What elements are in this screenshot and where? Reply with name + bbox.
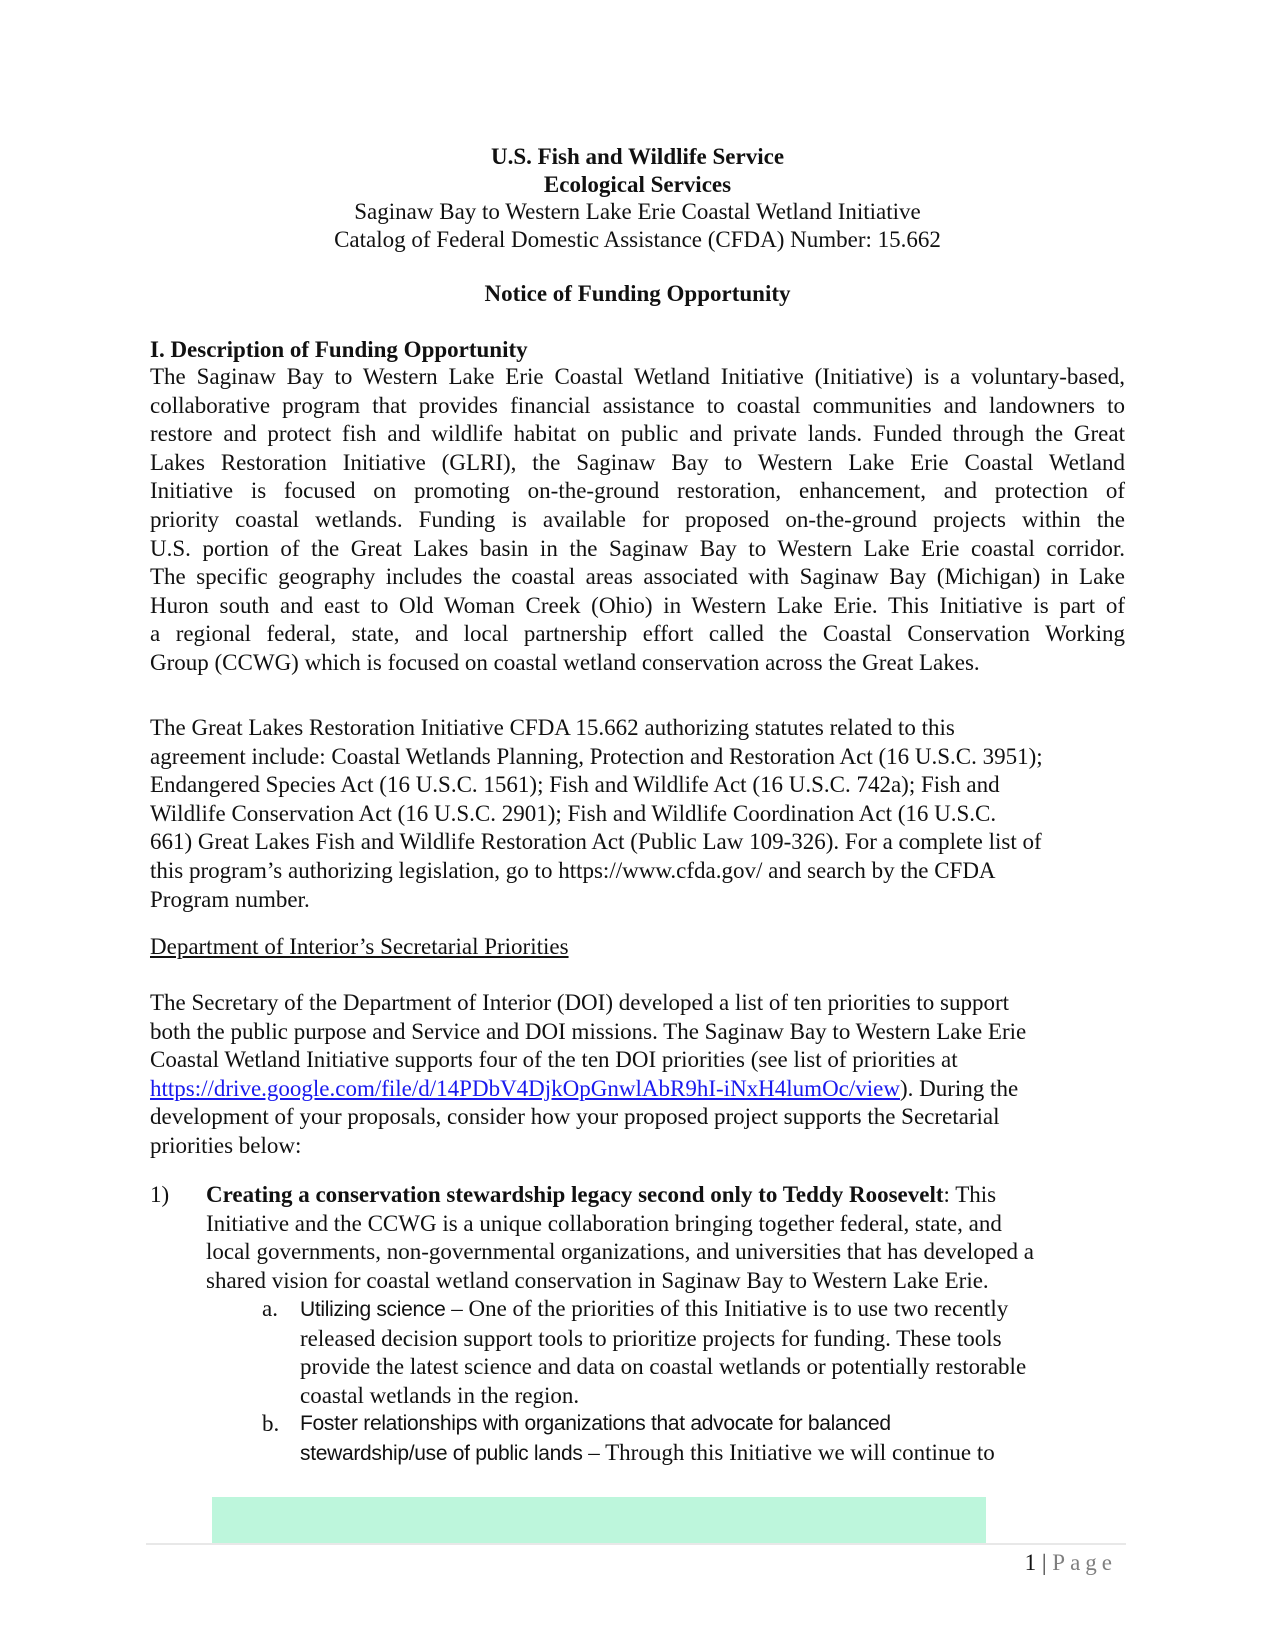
division-title: Ecological Services: [543, 172, 732, 197]
sub-item-text: – One of the priorities of this Initiative is to use two recently: [445, 1296, 1009, 1321]
text-line: both the public purpose and Service and DOI missions. The Saginaw Bay to Western Lake Erie: [150, 1018, 1027, 1044]
sub-item-title: Foster relationships with organizations that advocate for balanced: [300, 1412, 891, 1435]
text-line: U.S. portion of the Great Lakes basin in the Saginaw Bay to Western Lake Erie coastal corridor.: [150, 535, 1125, 561]
text-line: restore and protect fish and wildlife habitat on public and private lands. Funded through the Great: [150, 421, 1125, 447]
text-line: this program’s authorizing legislation, go to https://www.cfda.gov/ and search by the CFDA: [150, 857, 996, 883]
priority-title: Creating a conservation stewardship legacy second only to Teddy Roosevelt: [206, 1182, 944, 1207]
text-line: coastal wetlands in the region.: [300, 1382, 580, 1408]
text-line: provide the latest science and data on coastal wetlands or potentially restorable: [300, 1354, 1027, 1380]
text-line: [206, 1181, 1106, 1210]
section-heading-description: I. Description of Funding Opportunity: [150, 337, 528, 362]
highlight-box: [212, 1497, 986, 1543]
text-line: Wildlife Conservation Act (16 U.S.C. 2901); Fish and Wildlife Coordination Act (16 U.S.C.: [150, 800, 997, 826]
sub-item-letter: a.: [262, 1296, 278, 1321]
text-line: released decision support tools to prioritize projects for funding. These tools: [300, 1325, 1002, 1351]
text-line: Group (CCWG) which is focused on coastal wetland conservation across the Great Lakes.: [150, 649, 980, 675]
text-line: Huron south and east to Old Woman Creek (Ohio) in Western Lake Erie. This Initiative is part of: [150, 592, 1125, 618]
text-line: Coastal Wetland Initiative supports four of the ten DOI priorities (see list of priorities at: [150, 1047, 958, 1073]
link-suffix: ). During the: [899, 1075, 1019, 1101]
text-line: priority coastal wetlands. Funding is available for proposed on-the-ground projects within the: [150, 506, 1125, 532]
page-number: 1: [1024, 1550, 1037, 1575]
program-title: Saginaw Bay to Western Lake Erie Coastal Wetland Initiative: [354, 199, 921, 224]
text-line: [300, 1295, 1100, 1325]
sub-item-text: – Through this Initiative we will continue to: [582, 1439, 995, 1465]
text-line: The Great Lakes Restoration Initiative CFDA 15.662 authorizing statutes related to this: [150, 715, 955, 740]
page-label: Page: [1052, 1550, 1117, 1575]
footer-divider: [146, 1543, 1126, 1545]
text-line: collaborative program that provides financial assistance to coastal communities and landowners to: [150, 392, 1125, 418]
text-line: The specific geography includes the coastal areas associated with Saginaw Bay (Michigan) in Lake: [150, 564, 1125, 590]
sub-item-foster-relationships: [300, 1410, 1100, 1468]
sub-item-title: stewardship/use of public lands: [300, 1441, 583, 1465]
footer-separator: |: [1041, 1550, 1047, 1575]
text-line: priorities below:: [150, 1132, 302, 1158]
text-line: shared vision for coastal wetland conservation in Saginaw Bay to Western Lake Erie.: [206, 1267, 989, 1293]
page-number-footer: [1025, 1549, 1117, 1577]
priorities-heading: Department of Interior’s Secretarial Priorities: [150, 934, 569, 959]
text-line: 661) Great Lakes Fish and Wildlife Restoration Act (Public Law 109-326). For a complete list of: [150, 829, 1042, 855]
priorities-link[interactable]: https://drive.google.com/file/d/14PDbV4DjkOpGnwlAbR9hI-iNxH4lumOc/view: [150, 1075, 900, 1101]
priorities-intro: [150, 989, 1125, 1161]
text-line: [300, 1439, 1100, 1469]
list-item-priority-1: [206, 1181, 1106, 1295]
text-line: The Saginaw Bay to Western Lake Erie Coastal Wetland Initiative (Initiative) is a voluntary-based,: [150, 364, 1125, 389]
sub-item-utilizing-science: [300, 1295, 1100, 1410]
text-line: The Secretary of the Department of Interior (DOI) developed a list of ten priorities to support: [150, 990, 1010, 1015]
statutes-paragraph: [150, 714, 1125, 914]
priority-title-suffix: : This: [943, 1182, 997, 1207]
cfda-number: Catalog of Federal Domestic Assistance (CFDA) Number: 15.662: [334, 227, 941, 252]
text-line: Initiative is focused on promoting on-the-ground restoration, enhancement, and protection of: [150, 478, 1125, 504]
text-line: local governments, non-governmental organizations, and universities that has developed a: [206, 1239, 1034, 1265]
text-line: Endangered Species Act (16 U.S.C. 1561); Fish and Wildlife Act (16 U.S.C. 742a); Fish and: [150, 772, 1000, 798]
agency-title: U.S. Fish and Wildlife Service: [490, 144, 785, 169]
text-line: a regional federal, state, and local partnership effort called the Coastal Conservation Working: [150, 621, 1125, 647]
text-line: Lakes Restoration Initiative (GLRI), the Saginaw Bay to Western Lake Erie Coastal Wetland: [150, 449, 1125, 475]
text-line: agreement include: Coastal Wetlands Planning, Protection and Restoration Act (16 U.S.C. 3951);: [150, 743, 1043, 769]
list-item-number: 1): [150, 1182, 170, 1207]
notice-title: Notice of Funding Opportunity: [484, 281, 791, 306]
description-paragraph: [150, 363, 1125, 678]
sub-item-letter: b.: [262, 1411, 280, 1436]
text-line: Program number.: [150, 886, 310, 912]
text-line: [150, 1075, 1125, 1104]
sub-item-title: Utilizing science: [300, 1298, 446, 1321]
text-line: development of your proposals, consider how your proposed project supports the Secretarial: [150, 1104, 1000, 1130]
text-line: Initiative and the CCWG is a unique collaboration bringing together federal, state, and: [206, 1210, 1002, 1236]
